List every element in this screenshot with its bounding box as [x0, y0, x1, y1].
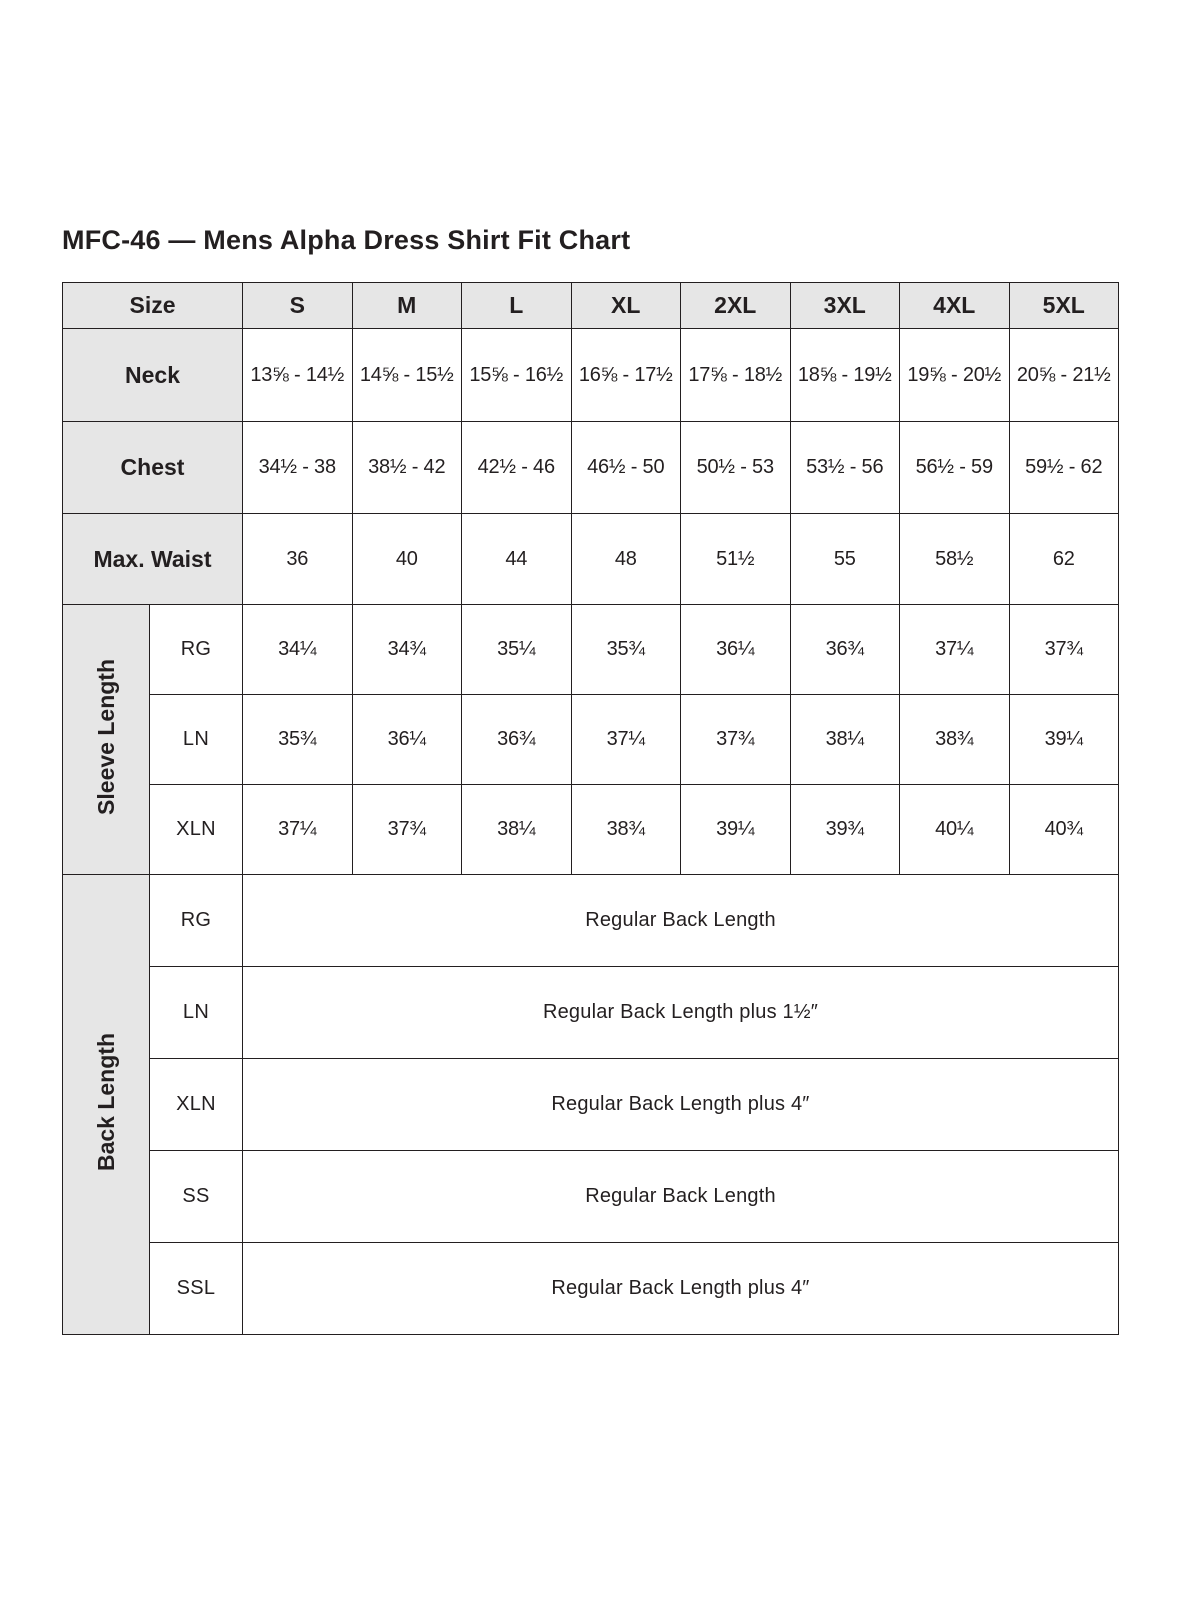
chest-value: 46½ - 50: [571, 422, 681, 514]
back-ln-code: LN: [150, 967, 243, 1059]
neck-value: 16⅝ - 17½: [571, 329, 681, 422]
chest-value: 56½ - 59: [900, 422, 1010, 514]
back-rg-code: RG: [150, 875, 243, 967]
sleeve-ln-value: 37¾: [681, 695, 791, 785]
max-waist-row: [63, 514, 1119, 605]
sleeve-xln-value: 40¼: [900, 785, 1010, 875]
chest-value: 42½ - 46: [462, 422, 572, 514]
back-rg-row: [63, 875, 1119, 967]
chest-value: 50½ - 53: [681, 422, 791, 514]
sleeve-ln-row: [63, 695, 1119, 785]
sleeve-ln-value: 38¾: [900, 695, 1010, 785]
sleeve-rg-value: 37¾: [1009, 605, 1119, 695]
sleeve-xln-value: 37¼: [243, 785, 353, 875]
size-col-m: M: [352, 283, 462, 329]
neck-value: 15⅝ - 16½: [462, 329, 572, 422]
back-ln-row: [63, 967, 1119, 1059]
header-row: [63, 283, 1119, 329]
max-waist-value: 55: [790, 514, 900, 605]
sleeve-rg-value: 35¼: [462, 605, 572, 695]
max-waist-value: 44: [462, 514, 572, 605]
back-ss-row: [63, 1151, 1119, 1243]
size-header: Size: [63, 283, 243, 329]
chest-value: 38½ - 42: [352, 422, 462, 514]
sleeve-ln-value: 38¼: [790, 695, 900, 785]
chest-value: 59½ - 62: [1009, 422, 1119, 514]
neck-row: [63, 329, 1119, 422]
back-xln-code: XLN: [150, 1059, 243, 1151]
max-waist-value: 58½: [900, 514, 1010, 605]
back-xln-text: Regular Back Length plus 4″: [243, 1059, 1119, 1151]
size-col-3xl: 3XL: [790, 283, 900, 329]
sleeve-ln-code: LN: [150, 695, 243, 785]
chest-row: [63, 422, 1119, 514]
sleeve-rg-value: 35¾: [571, 605, 681, 695]
sleeve-ln-value: 36¼: [352, 695, 462, 785]
neck-value: 13⅝ - 14½: [243, 329, 353, 422]
size-col-xl: XL: [571, 283, 681, 329]
back-length-group-label: [63, 875, 150, 1335]
sleeve-ln-value: 39¼: [1009, 695, 1119, 785]
sleeve-rg-code: RG: [150, 605, 243, 695]
sleeve-xln-value: 39¼: [681, 785, 791, 875]
page-title: MFC-46 — Mens Alpha Dress Shirt Fit Chart: [62, 225, 631, 255]
back-ssl-code: SSL: [150, 1243, 243, 1335]
back-ss-code: SS: [150, 1151, 243, 1243]
size-col-l: L: [462, 283, 572, 329]
sleeve-xln-row: [63, 785, 1119, 875]
sleeve-ln-value: 36¾: [462, 695, 572, 785]
sleeve-xln-value: 37¾: [352, 785, 462, 875]
size-col-4xl: 4XL: [900, 283, 1010, 329]
sleeve-rg-row: [63, 605, 1119, 695]
sleeve-ln-value: 35¾: [243, 695, 353, 785]
sleeve-xln-value: 38¼: [462, 785, 572, 875]
back-ss-text: Regular Back Length: [243, 1151, 1119, 1243]
size-col-5xl: 5XL: [1009, 283, 1119, 329]
max-waist-value: 40: [352, 514, 462, 605]
max-waist-value: 48: [571, 514, 681, 605]
max-waist-value: 62: [1009, 514, 1119, 605]
neck-value: 19⅝ - 20½: [900, 329, 1010, 422]
sleeve-rg-value: 37¼: [900, 605, 1010, 695]
back-ssl-row: [63, 1243, 1119, 1335]
max-waist-value: 36: [243, 514, 353, 605]
sleeve-xln-value: 38¾: [571, 785, 681, 875]
back-rg-text: Regular Back Length: [243, 875, 1119, 967]
chest-label: Chest: [63, 422, 243, 514]
sleeve-xln-value: 40¾: [1009, 785, 1119, 875]
back-xln-row: [63, 1059, 1119, 1151]
sleeve-length-group-label: [63, 605, 150, 875]
size-col-s: S: [243, 283, 353, 329]
sleeve-length-vertical-text: Sleeve Length: [92, 659, 119, 815]
chest-value: 34½ - 38: [243, 422, 353, 514]
sleeve-xln-code: XLN: [150, 785, 243, 875]
size-col-2xl: 2XL: [681, 283, 791, 329]
neck-label: Neck: [63, 329, 243, 422]
max-waist-value: 51½: [681, 514, 791, 605]
fit-chart-table: [62, 282, 1119, 1335]
sleeve-ln-value: 37¼: [571, 695, 681, 785]
sleeve-rg-value: 36¾: [790, 605, 900, 695]
neck-value: 18⅝ - 19½: [790, 329, 900, 422]
chest-value: 53½ - 56: [790, 422, 900, 514]
max-waist-label: Max. Waist: [63, 514, 243, 605]
back-ln-text: Regular Back Length plus 1½″: [243, 967, 1119, 1059]
sleeve-rg-value: 34¼: [243, 605, 353, 695]
back-ssl-text: Regular Back Length plus 4″: [243, 1243, 1119, 1335]
sleeve-rg-value: 34¾: [352, 605, 462, 695]
sleeve-rg-value: 36¼: [681, 605, 791, 695]
neck-value: 20⅝ - 21½: [1009, 329, 1119, 422]
neck-value: 14⅝ - 15½: [352, 329, 462, 422]
neck-value: 17⅝ - 18½: [681, 329, 791, 422]
back-length-vertical-text: Back Length: [92, 1032, 119, 1172]
sleeve-xln-value: 39¾: [790, 785, 900, 875]
